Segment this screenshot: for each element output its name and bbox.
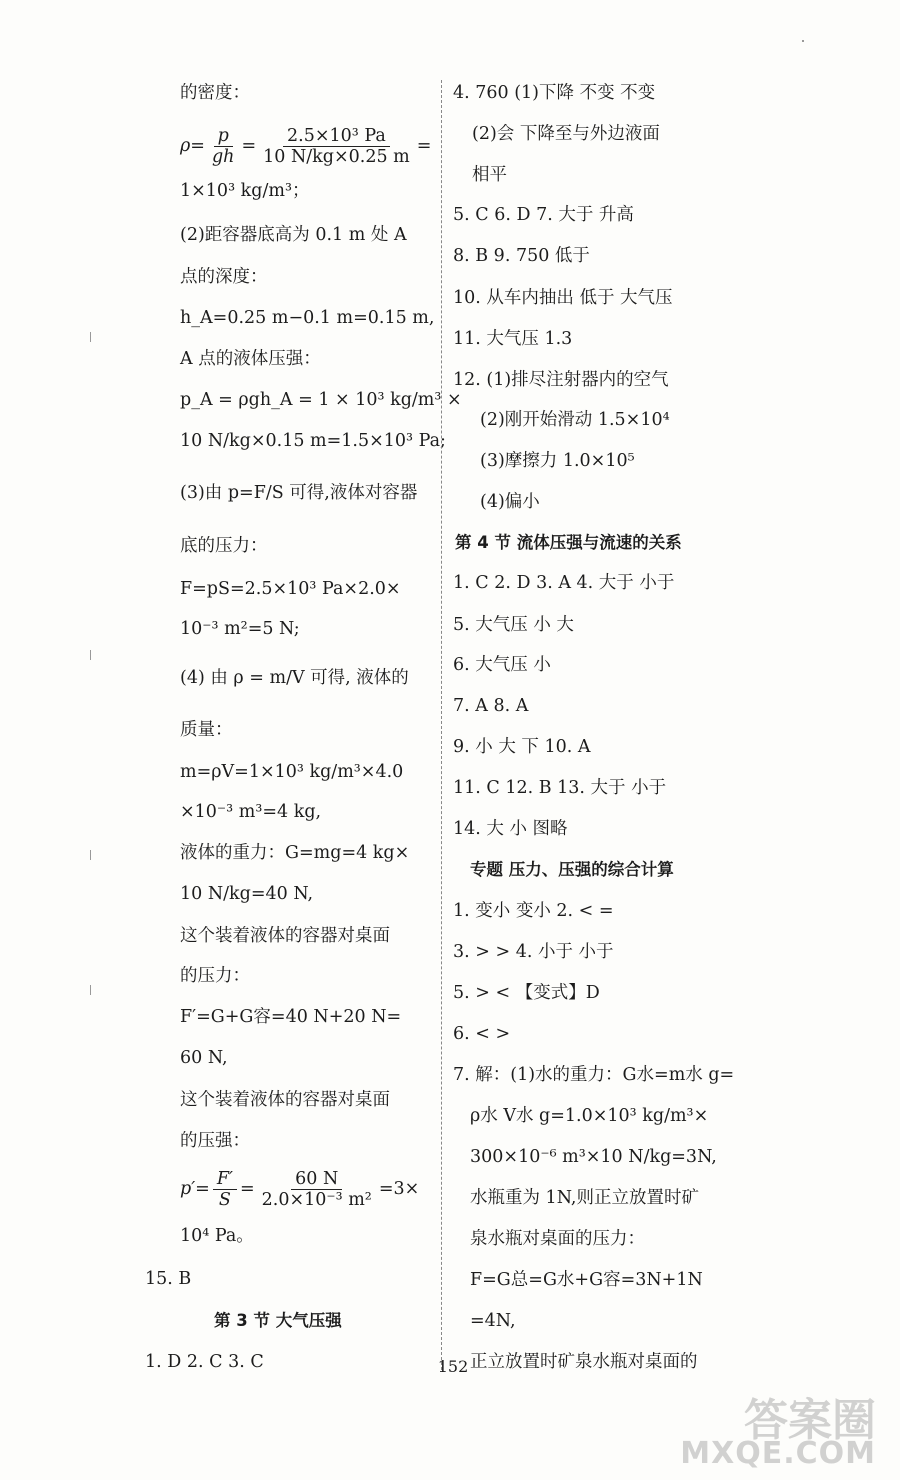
answer-line: 6. 大气压 小	[453, 655, 551, 675]
answer-line: 14. 大 小 图略	[453, 819, 568, 839]
text-line: 60 N,	[180, 1048, 228, 1068]
answer-line: 12. (1)排尽注射器内的空气	[453, 370, 669, 390]
text-line: 液体的重力：G=mg=4 kg×	[180, 843, 410, 863]
answer-line: ρ水 V水 g=1.0×10³ kg/m³×	[470, 1106, 709, 1126]
answer-line: 相平	[472, 165, 507, 185]
fraction-denominator: S	[218, 1190, 231, 1210]
answer-line: (3)摩擦力 1.0×10⁵	[480, 451, 635, 471]
text-line: (2)距容器底高为 0.1 m 处 A	[180, 225, 407, 245]
fraction	[258, 1169, 376, 1210]
answer-line: 11. C 12. B 13. 大于 小于	[453, 778, 667, 798]
text-line: 10⁴ Pa。	[180, 1226, 254, 1246]
pressure-formula	[180, 1163, 419, 1215]
answer-line: 1. C 2. D 3. A 4. 大于 小于	[453, 573, 675, 593]
answer-line: 5. > < 【变式】D	[453, 983, 600, 1003]
fraction-numerator: 2.5×10³ Pa	[283, 126, 390, 147]
text-line: A 点的液体压强：	[180, 349, 321, 369]
formula-lhs: ρ=	[180, 136, 205, 156]
section-heading: 专题 压力、压强的综合计算	[470, 860, 674, 879]
text-line: 的压强：	[180, 1131, 250, 1151]
text-line: F=pS=2.5×10³ Pa×2.0×	[180, 579, 401, 599]
answer-line: 300×10⁻⁶ m³×10 N/kg=3N,	[470, 1147, 717, 1167]
binding-mark	[90, 850, 95, 860]
text-line: m=ρV=1×10³ kg/m³×4.0	[180, 762, 404, 782]
fraction-numerator: p	[214, 126, 233, 147]
text-line: 这个装着液体的容器对桌面	[180, 1090, 390, 1110]
text-line: (4) 由 ρ = m/V 可得, 液体的	[180, 668, 409, 688]
answer-line: 15. B	[145, 1269, 192, 1289]
column-divider	[441, 80, 442, 1370]
text-line: 10 N/kg×0.15 m=1.5×10³ Pa;	[180, 431, 446, 451]
text-line: 1×10³ kg/m³；	[180, 181, 310, 201]
equals-sign: =	[239, 1179, 255, 1199]
text-line: 这个装着液体的容器对桌面	[180, 926, 390, 946]
answer-line: 11. 大气压 1.3	[453, 329, 573, 349]
answer-line: 5. 大气压 小 大	[453, 615, 574, 635]
answer-line: =4N,	[470, 1311, 516, 1331]
answer-line: 6. < >	[453, 1024, 511, 1044]
answer-line: 9. 小 大 下 10. A	[453, 737, 591, 757]
text-line: 底的压力：	[180, 536, 268, 556]
page-number: 152	[437, 1357, 469, 1376]
binding-mark	[90, 985, 95, 995]
section-heading: 第 3 节 大气压强	[214, 1311, 342, 1330]
text-line: (3)由 p=F/S 可得,液体对容器	[180, 483, 418, 503]
text-line: F′=G+G容=40 N+20 N=	[180, 1007, 402, 1027]
answer-line: 水瓶重为 1N,则正立放置时矿	[470, 1188, 699, 1208]
answer-line: F=G总=G水+G容=3N+1N	[470, 1270, 703, 1290]
text-line: 的密度：	[180, 83, 250, 103]
answer-line: 7. 解：(1)水的重力：G水=m水 g=	[453, 1065, 735, 1085]
text-line: 10 N/kg=40 N,	[180, 884, 314, 904]
fraction	[208, 126, 238, 167]
formula-tail: =3×	[378, 1179, 420, 1199]
answer-line: 泉水瓶对桌面的压力：	[470, 1229, 645, 1249]
density-formula	[180, 120, 431, 172]
section-heading: 第 4 节 流体压强与流速的关系	[455, 533, 682, 552]
text-line: 10⁻³ m²=5 N;	[180, 619, 300, 639]
equals-sign: =	[241, 136, 257, 156]
watermark-url: MXQE.COM	[680, 1436, 876, 1471]
answer-line: 3. > > 4. 小于 小于	[453, 942, 614, 962]
scan-speck	[802, 40, 804, 42]
binding-mark	[90, 332, 95, 342]
text-line: 点的深度：	[180, 267, 268, 287]
fraction-numerator: F′	[213, 1169, 237, 1190]
text-line: ×10⁻³ m³=4 kg,	[180, 802, 322, 822]
fraction-denominator: 10 N/kg×0.25 m	[263, 147, 410, 167]
fraction-denominator: 2.0×10⁻³ m²	[261, 1190, 372, 1210]
text-line: h_A=0.25 m−0.1 m=0.15 m,	[180, 308, 435, 328]
answer-line: (2)会 下降至与外边液面	[472, 124, 660, 144]
answer-line: 7. A 8. A	[453, 696, 529, 716]
answer-line: 10. 从车内抽出 低于 大气压	[453, 288, 673, 308]
answer-line: 正立放置时矿泉水瓶对桌面的	[470, 1352, 698, 1372]
watermark-logo-text: 答案圈	[744, 1395, 876, 1446]
text-line: p_A = ρgh_A = 1 × 10³ kg/m³ ×	[180, 390, 462, 410]
answer-line: 1. 变小 变小 2. < =	[453, 901, 614, 921]
formula-lhs: p′=	[180, 1179, 210, 1199]
answer-line: (2)刚开始滑动 1.5×10⁴	[480, 410, 670, 430]
fraction	[259, 126, 414, 167]
answer-line: 4. 760 (1)下降 不变 不变	[453, 83, 656, 103]
text-line: 质量：	[180, 720, 233, 740]
answer-line: 8. B 9. 750 低于	[453, 246, 590, 266]
equals-sign: =	[416, 136, 432, 156]
answer-line: 1. D 2. C 3. C	[145, 1352, 264, 1372]
answer-line: (4)偏小	[480, 492, 540, 512]
answer-line: 5. C 6. D 7. 大于 升高	[453, 205, 634, 225]
fraction-numerator: 60 N	[291, 1169, 342, 1190]
fraction	[213, 1169, 237, 1210]
binding-mark	[90, 650, 95, 660]
text-line: 的压力：	[180, 966, 250, 986]
watermark	[680, 1384, 882, 1472]
fraction-denominator: gh	[211, 147, 235, 167]
